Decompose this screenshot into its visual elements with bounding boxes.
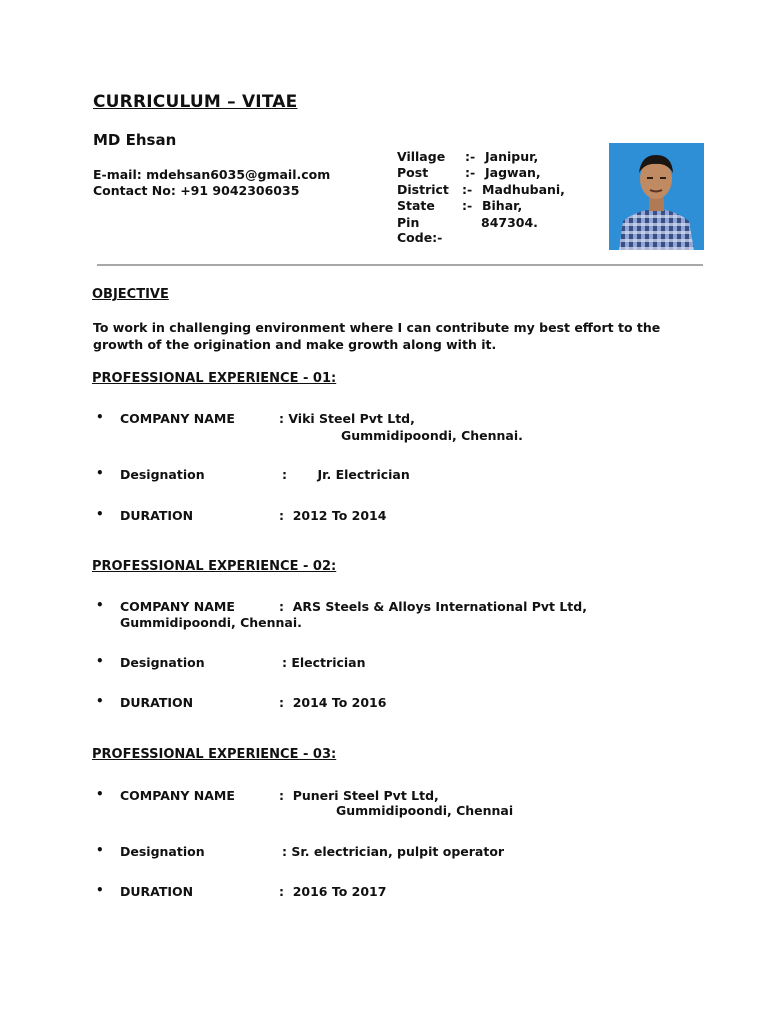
person-portrait-icon [609,143,704,250]
company-location: Gummidipoondi, Chennai. [341,428,523,443]
company-name: : Puneri Steel Pvt Ltd, [279,788,439,803]
address-label: Village [397,149,446,164]
objective-text: To work in challenging environment where I can contribute my best effort to the growth of the origination and make growth along with it. [93,320,661,352]
address-separator: :- [462,198,473,214]
company-label: COMPANY NAME [120,411,235,426]
address-separator: :- [465,149,476,164]
bullet: • [96,598,104,612]
designation-value: : Electrician [282,655,366,670]
bullet: • [96,466,104,480]
designation-label: Designation [120,467,205,482]
address-label: District [397,181,449,197]
experience-heading: PROFESSIONAL EXPERIENCE - 01: [92,371,337,386]
company-name: : ARS Steels & Alloys International Pvt Ltd, [279,599,587,614]
profile-photo [609,143,704,250]
bullet: • [96,694,104,708]
duration-value: : 2016 To 2017 [279,884,387,899]
duration-label: DURATION [120,508,194,523]
company-name: : Viki Steel Pvt Ltd, [279,411,415,426]
bullet: • [96,843,104,857]
designation-label: Designation [120,655,205,670]
address-value: Jagwan, [485,165,541,181]
address-value: Janipur, [485,149,539,164]
bullet: • [96,883,104,897]
header-divider [97,264,703,266]
bullet: • [96,654,104,668]
address-label: Post [397,165,429,181]
address-value: Bihar, [482,198,523,214]
address-value: 847304. [481,214,538,230]
duration-label: DURATION [120,695,194,710]
candidate-name: MD Ehsan [93,131,177,149]
address-label: Pin Code:- [397,214,443,245]
duration-value: : 2012 To 2014 [279,508,387,523]
experience-heading: PROFESSIONAL EXPERIENCE - 03: [92,747,337,762]
experience-heading: PROFESSIONAL EXPERIENCE - 02: [92,559,337,574]
company-label: COMPANY NAME [120,599,235,614]
duration-value: : 2014 To 2016 [279,695,387,710]
designation-value: : Jr. Electrician [282,467,410,482]
bullet: • [96,787,104,801]
address-value: Madhubani, [482,181,565,197]
address-separator: :- [465,165,476,181]
company-label: COMPANY NAME [120,788,235,803]
email-line: E-mail: mdehsan6035@gmail.com [93,167,331,182]
designation-value: : Sr. electrician, pulpit operator [282,844,505,859]
bullet: • [96,410,104,424]
bullet: • [96,507,104,521]
address-label: State [397,198,435,214]
duration-label: DURATION [120,884,194,899]
address-separator: :- [462,181,473,197]
designation-label: Designation [120,844,205,859]
company-location: Gummidipoondi, Chennai [336,803,514,818]
document-title: CURRICULUM – VITAE [93,92,298,112]
objective-heading: OBJECTIVE [92,287,169,302]
contact-line: Contact No: +91 9042306035 [93,183,300,198]
company-location: Gummidipoondi, Chennai. [120,615,302,630]
